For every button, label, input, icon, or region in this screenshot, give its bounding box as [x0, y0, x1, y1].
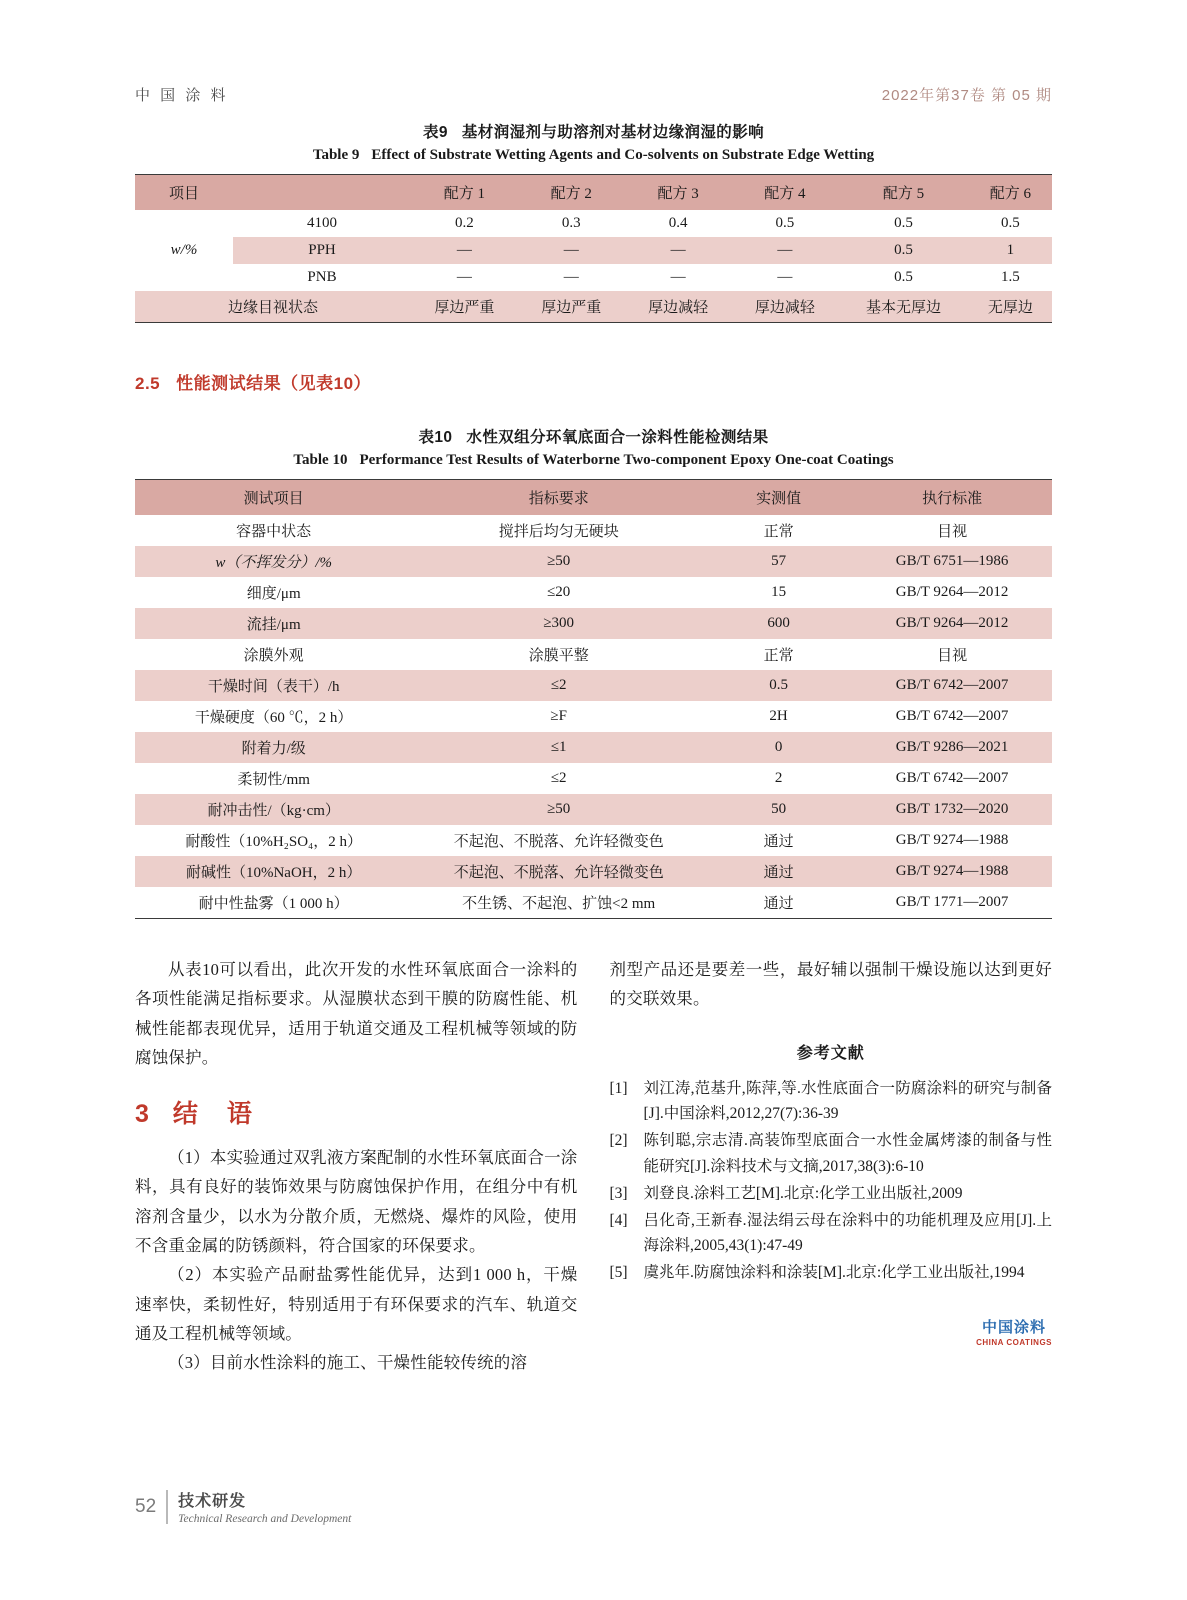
table10-r1-c2: 57 [705, 546, 852, 577]
table10-r10-c2: 通过 [705, 825, 852, 856]
table9-caption-cn-text: 基材润湿剂与助溶剂对基材边缘润湿的影响 [461, 124, 765, 141]
logo-cn-text: 中国涂料 [982, 1319, 1047, 1336]
table10-r6-c2: 2H [705, 701, 852, 732]
table9-row1-v3: — [731, 237, 838, 264]
table9-row0-v5: 0.5 [969, 210, 1052, 237]
reference-number: [5] [609, 1263, 628, 1281]
table-row [135, 237, 1052, 264]
table9-footer-v1: 厚边严重 [518, 291, 625, 323]
table10-r4-c2: 正常 [705, 639, 852, 670]
table9-header-5: 配方 5 [838, 175, 968, 211]
table9-row2-v5: 1.5 [969, 264, 1052, 291]
table10-r5-c2: 0.5 [705, 670, 852, 701]
table9-row2-item: PNB [233, 264, 411, 291]
table10-r0-c3: 目视 [852, 515, 1052, 546]
table10-r3-c0: 流挂/μm [135, 608, 412, 639]
references-heading: 参考文献 [796, 1044, 865, 1062]
body-columns [135, 955, 1052, 1378]
reference-number: [2] [609, 1132, 628, 1150]
table10-r5-c0: 干燥时间（表干）/h [135, 670, 412, 701]
table10-r6-c1: ≥F [412, 701, 705, 732]
table10-r11-c2: 通过 [705, 856, 852, 887]
table10-r9-c0: 耐冲击性/（kg·cm） [135, 794, 412, 825]
table9-header-4: 配方 4 [731, 175, 838, 211]
table-row [135, 210, 1052, 237]
table9 [135, 174, 1052, 323]
table9-row0-v3: 0.5 [731, 210, 838, 237]
table9-row2-v1: — [518, 264, 625, 291]
table10-r11-c0: 耐碱性（10%NaOH，2 h） [135, 856, 412, 887]
reference-number: [4] [609, 1211, 628, 1229]
table9-footer-v4: 基本无厚边 [838, 291, 968, 323]
table9-caption-en-text: Effect of Substrate Wetting Agents and Co-solvents on Substrate Edge Wetting [371, 147, 875, 163]
table10-r3-c2: 600 [705, 608, 852, 639]
table10-r2-c2: 15 [705, 577, 852, 608]
running-head-issue: 2022年第37卷 第 05 期 [881, 87, 1052, 104]
table10-r5-c1: ≤2 [412, 670, 705, 701]
table-row [135, 794, 1052, 825]
section-3-number: 3 [135, 1100, 151, 1129]
footer-section-cn: 技术研发 [178, 1493, 247, 1510]
table9-row0-v0: 0.2 [411, 210, 518, 237]
table10-r1-c0: w（不挥发分）/% [135, 546, 412, 577]
table9-group-label: w/% [135, 210, 233, 291]
table9-row1-v2: — [625, 237, 732, 264]
table9-block [135, 120, 1052, 323]
table10-r7-c2: 0 [705, 732, 852, 763]
table10-r8-c3: GB/T 6742—2007 [852, 763, 1052, 794]
reference-text: 刘登良.涂料工艺[M].北京:化学工业出版社,2009 [643, 1184, 963, 1202]
table10-r11-c3: GB/T 9274—1988 [852, 856, 1052, 887]
table-row [135, 291, 1052, 323]
table9-row2-v3: — [731, 264, 838, 291]
table-row [135, 732, 1052, 763]
page-footer [135, 1488, 351, 1525]
table9-row0-item: 4100 [233, 210, 411, 237]
table10-caption-en-text: Performance Test Results of Waterborne Two-component Epoxy One-coat Coatings [359, 452, 894, 468]
table10-r6-c0: 干燥硬度（60 ℃，2 h） [135, 701, 412, 732]
table9-header-blank [233, 175, 411, 211]
table-row [135, 546, 1052, 577]
section-3-title: 结 语 [172, 1100, 254, 1129]
table-row [135, 175, 1052, 211]
footer-section-en: Technical Research and Development [178, 1513, 352, 1525]
table10-r2-c1: ≤20 [412, 577, 705, 608]
reference-item [610, 1181, 1053, 1206]
table10 [135, 479, 1052, 919]
table9-row2-v4: 0.5 [838, 264, 968, 291]
table10-r10-c0: 耐酸性（10%H₂SO₄，2 h） [135, 825, 412, 856]
page-number: 52 [135, 1495, 157, 1517]
running-head-journal: 中 国 涂 料 [135, 87, 229, 104]
table10-header-2: 实测值 [705, 480, 852, 516]
table9-row2-v0: — [411, 264, 518, 291]
table10-r11-c1: 不起泡、不脱落、允许轻微变色 [412, 856, 705, 887]
reference-item [610, 1128, 1053, 1178]
reference-text: 刘江涛,范基升,陈萍,等.水性底面合一防腐涂料的研究与制备[J].中国涂料,2012,27(7):36-39 [643, 1080, 1052, 1123]
table10-caption-en [135, 452, 1052, 469]
table-row [135, 515, 1052, 546]
table9-footer-v5: 无厚边 [969, 291, 1052, 323]
table9-row1-v1: — [518, 237, 625, 264]
table9-row0-v4: 0.5 [838, 210, 968, 237]
table9-caption-en-label: Table 9 [312, 147, 360, 163]
table10-r5-c3: GB/T 6742—2007 [852, 670, 1052, 701]
table9-caption-en [135, 147, 1052, 164]
table9-row1-v4: 0.5 [838, 237, 968, 264]
footer-divider [166, 1490, 168, 1524]
table9-header-0: 项目 [135, 175, 233, 211]
table9-row1-v5: 1 [969, 237, 1052, 264]
table10-r1-c3: GB/T 6751—1986 [852, 546, 1052, 577]
table10-r8-c1: ≤2 [412, 763, 705, 794]
logo-en-text: CHINA COATINGS [976, 1337, 1052, 1347]
reference-number: [3] [609, 1184, 628, 1202]
table10-block [135, 425, 1052, 919]
section-heading-2-5 [135, 369, 371, 394]
table10-r4-c3: 目视 [852, 639, 1052, 670]
table-row [135, 825, 1052, 856]
table10-r8-c0: 柔韧性/mm [135, 763, 412, 794]
table9-row2-v2: — [625, 264, 732, 291]
table9-footer-v2: 厚边减轻 [625, 291, 732, 323]
table10-r8-c2: 2 [705, 763, 852, 794]
reference-item [610, 1076, 1053, 1126]
reference-text: 陈钊聪,宗志清.高装饰型底面合一水性金属烤漆的制备与性能研究[J].涂料技术与文摘,2017,38(3):6-10 [643, 1132, 1052, 1175]
table10-caption-en-label: Table 10 [293, 452, 348, 468]
table-row [135, 608, 1052, 639]
table-row [135, 856, 1052, 887]
table9-row0-v2: 0.4 [625, 210, 732, 237]
table10-r3-c3: GB/T 9264—2012 [852, 608, 1052, 639]
table10-r4-c0: 涂膜外观 [135, 639, 412, 670]
table10-r12-c3: GB/T 1771—2007 [852, 887, 1052, 919]
paragraph-conclusion-2: （2）本实验产品耐盐雾性能优异，达到1 000 h，干燥速率快，柔韧性好，特别适用于有环保要求的汽车、轨道交通及工程机械等领域。 [135, 1265, 578, 1344]
table10-r7-c0: 附着力/级 [135, 732, 412, 763]
table9-footer-v0: 厚边严重 [411, 291, 518, 323]
table-row [135, 264, 1052, 291]
table10-r4-c1: 涂膜平整 [412, 639, 705, 670]
table10-r0-c0: 容器中状态 [135, 515, 412, 546]
table9-header-2: 配方 2 [518, 175, 625, 211]
table10-r0-c2: 正常 [705, 515, 852, 546]
table9-header-3: 配方 3 [625, 175, 732, 211]
reference-item [610, 1260, 1053, 1285]
table10-r12-c1: 不生锈、不起泡、扩蚀<2 mm [412, 887, 705, 919]
table10-header-3: 执行标准 [852, 480, 1052, 516]
table9-row0-v1: 0.3 [518, 210, 625, 237]
table9-footer-item: 边缘目视状态 [135, 291, 411, 323]
table10-r6-c3: GB/T 6742—2007 [852, 701, 1052, 732]
table9-footer-v3: 厚边减轻 [731, 291, 838, 323]
paragraph-conclusion-3-cont: 剂型产品还是要差一些，最好辅以强制干燥设施以达到更好的交联效果。 [609, 960, 1052, 1009]
table10-r7-c3: GB/T 9286—2021 [852, 732, 1052, 763]
table-row [135, 639, 1052, 670]
table9-caption-cn-label: 表9 [422, 124, 448, 141]
table10-caption-cn-text: 水性双组分环氧底面合一涂料性能检测结果 [466, 429, 769, 446]
journal-logo [976, 1320, 1052, 1347]
table-row [135, 763, 1052, 794]
table10-r0-c1: 搅拌后均匀无硬块 [412, 515, 705, 546]
table9-row1-v0: — [411, 237, 518, 264]
section-2-5-title: 性能测试结果（见表10） [176, 374, 372, 393]
table10-header-0: 测试项目 [135, 480, 412, 516]
table-row [135, 887, 1052, 919]
table9-caption-cn [135, 120, 1052, 142]
table10-header-1: 指标要求 [412, 480, 705, 516]
section-heading-3 [135, 1092, 578, 1137]
table10-r2-c0: 细度/μm [135, 577, 412, 608]
table9-row1-item: PPH [233, 237, 411, 264]
table10-r1-c1: ≥50 [412, 546, 705, 577]
table10-r9-c2: 50 [705, 794, 852, 825]
reference-number: [1] [609, 1080, 628, 1098]
table10-r3-c1: ≥300 [412, 608, 705, 639]
reference-text: 吕化奇,王新春.湿法绢云母在涂料中的功能机理及应用[J].上海涂料,2005,43(1):47-49 [643, 1211, 1052, 1254]
right-column [610, 955, 1053, 1378]
reference-item [610, 1208, 1053, 1258]
table10-r9-c3: GB/T 1732—2020 [852, 794, 1052, 825]
section-2-5-number: 2.5 [135, 374, 161, 393]
left-column [135, 955, 578, 1378]
table10-caption-cn-label: 表10 [418, 429, 453, 446]
table-row [135, 670, 1052, 701]
table10-r7-c1: ≤1 [412, 732, 705, 763]
paragraph-table10-discussion: 从表10可以看出，此次开发的水性环氧底面合一涂料的各项性能满足指标要求。从湿膜状态到干膜的防腐性能、机械性能都表现优异，适用于轨道交通及工程机械等领域的防腐蚀保护。 [135, 960, 578, 1068]
paragraph-conclusion-1: （1）本实验通过双乳液方案配制的水性环氧底面合一涂料，具有良好的装饰效果与防腐蚀保护作用，在组分中有机溶剂含量少，以水为分散介质，无燃烧、爆炸的风险，使用不含重金属的防锈颜料，符合国家的环保要求。 [135, 1147, 578, 1256]
table-row [135, 701, 1052, 732]
reference-text: 虞兆年.防腐蚀涂料和涂装[M].北京:化学工业出版社,1994 [643, 1263, 1025, 1281]
table9-header-6: 配方 6 [969, 175, 1052, 211]
table10-r10-c1: 不起泡、不脱落、允许轻微变色 [412, 825, 705, 856]
table9-header-1: 配方 1 [411, 175, 518, 211]
running-head [135, 84, 1052, 105]
table10-r12-c0: 耐中性盐雾（1 000 h） [135, 887, 412, 919]
table-row [135, 480, 1052, 516]
table10-r2-c3: GB/T 9264—2012 [852, 577, 1052, 608]
table10-r10-c3: GB/T 9274—1988 [852, 825, 1052, 856]
table10-caption-cn [135, 425, 1052, 447]
paragraph-conclusion-3: （3）目前水性涂料的施工、干燥性能较传统的溶 [168, 1353, 528, 1373]
table10-r9-c1: ≥50 [412, 794, 705, 825]
table10-r12-c2: 通过 [705, 887, 852, 919]
table-row [135, 577, 1052, 608]
